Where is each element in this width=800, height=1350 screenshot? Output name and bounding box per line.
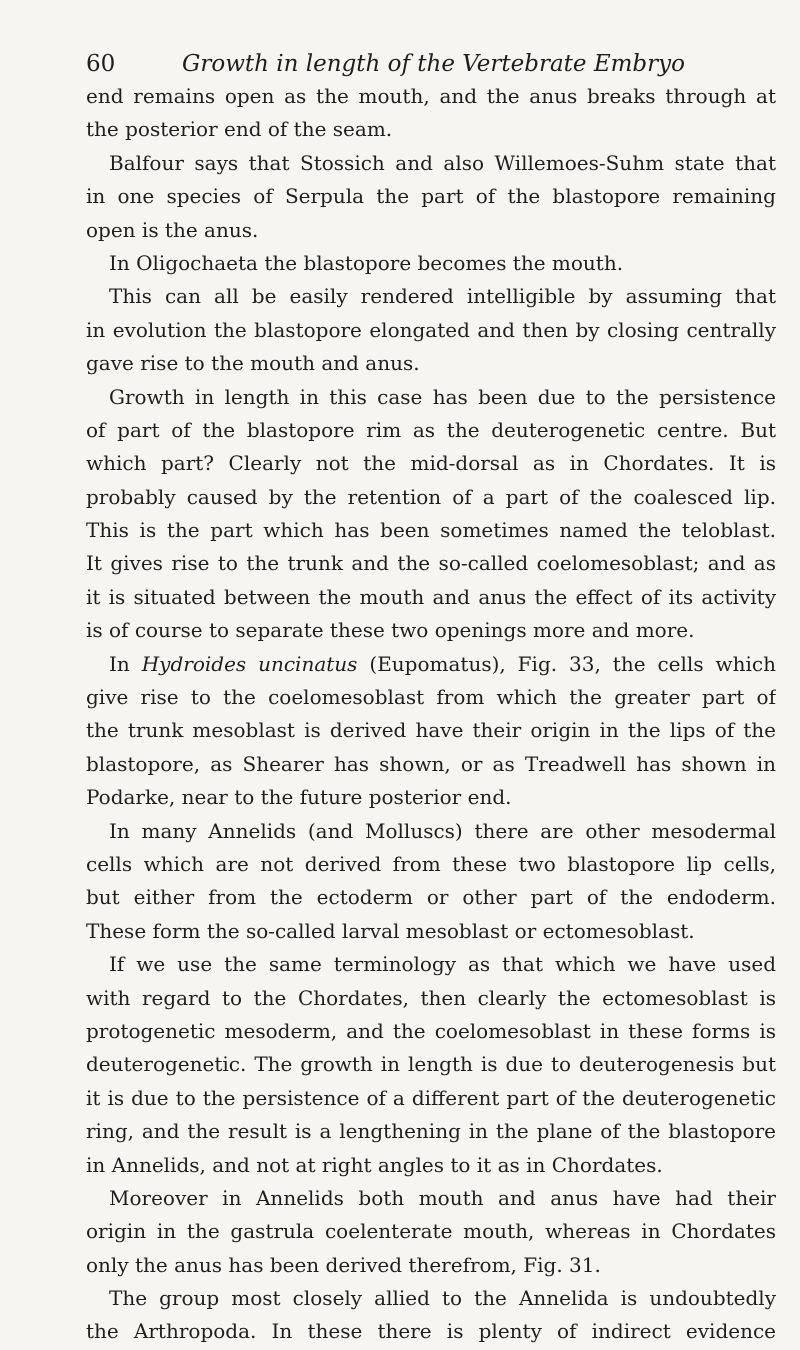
running-title: Growth in length of the Vertebrate Embryo xyxy=(182,51,685,77)
text-line: is of course to separate these two openings more and more. xyxy=(86,618,695,643)
text-line: Moreover in Annelids both mouth and anus have had their xyxy=(109,1185,776,1210)
page-header xyxy=(86,46,776,82)
text-line: end remains open as the mouth, and the anus breaks through at xyxy=(86,84,776,108)
text-line: in evolution the blastopore elongated and then by closing centrally xyxy=(86,317,776,342)
text-line: If we use the same terminology as that which we have used xyxy=(109,952,776,977)
body-text xyxy=(86,80,776,1349)
text-line: In Oligochaeta the blastopore becomes the mouth. xyxy=(109,250,624,275)
text-line: deuterogenetic. The growth in length is due to deuterogenesis but xyxy=(86,1052,776,1077)
text-line: it is situated between the mouth and anus the effect of its activity xyxy=(86,584,776,609)
text-line: blastopore, as Shearer has shown, or as Treadwell has shown in xyxy=(86,751,776,776)
text-line-pre: In xyxy=(109,651,142,676)
text-line: origin in the gastrula coelenterate mouth, whereas in Chordates xyxy=(86,1219,776,1244)
text-line: Podarke, near to the future posterior end. xyxy=(86,785,512,810)
text-line: with regard to the Chordates, then clearly the ectomesoblast is xyxy=(86,985,776,1010)
species-name: Hydroides uncinatus xyxy=(141,651,358,676)
text-line: This can all be easily rendered intelligible by assuming that xyxy=(109,284,776,309)
text-line: only the anus has been derived therefrom, Fig. 31. xyxy=(86,1252,601,1277)
text-line: in one species of Serpula the part of the blastopore remaining xyxy=(86,184,776,209)
text-line: ring, and the result is a lengthening in the plane of the blastopore xyxy=(86,1119,776,1144)
text-line: protogenetic mesoderm, and the coelomesoblast in these forms is xyxy=(86,1018,776,1043)
text-line: it is due to the persistence of a different part of the deuterogenetic xyxy=(86,1085,776,1110)
text-line: which part? Clearly not the mid-dorsal as in Chordates. It is xyxy=(86,451,776,476)
text-line: open is the anus. xyxy=(86,217,259,242)
text-line: give rise to the coelomesoblast from which the greater part of xyxy=(86,685,776,710)
text-line-post: (Eupomatus), Fig. 33, the cells which xyxy=(357,651,776,676)
text-line: This is the part which has been sometimes named the teloblast. xyxy=(86,518,776,543)
text-line: Growth in length in this case has been due to the persistence xyxy=(109,384,776,409)
text-line: In many Annelids (and Molluscs) there are other mesodermal xyxy=(109,818,776,843)
text-line: but either from the ectoderm or other part of the endoderm. xyxy=(86,885,776,910)
text-line: the Arthropoda. In these there is plenty of indirect evidence xyxy=(86,1319,776,1344)
text-line: in Annelids, and not at right angles to it as in Chordates. xyxy=(86,1152,663,1177)
text-line: cells which are not derived from these two blastopore lip cells, xyxy=(86,851,776,876)
text-line: Balfour says that Stossich and also Willemoes-Suhm state that xyxy=(109,150,776,175)
text-line: probably caused by the retention of a part of the coalesced lip. xyxy=(86,484,776,509)
text-line xyxy=(86,648,776,681)
page-number: 60 xyxy=(86,51,116,77)
text-line: the trunk mesoblast is derived have their origin in the lips of the xyxy=(86,718,776,743)
text-line: The group most closely allied to the Annelida is undoubtedly xyxy=(109,1286,776,1311)
text-line: of part of the blastopore rim as the deuterogenetic centre. But xyxy=(86,417,776,442)
text-line: It gives rise to the trunk and the so-called coelomesoblast; and as xyxy=(86,551,776,576)
text-line: These form the so-called larval mesoblast or ectomesoblast. xyxy=(86,918,695,943)
text-line: the posterior end of the seam. xyxy=(86,117,393,142)
text-line: gave rise to the mouth and anus. xyxy=(86,351,420,376)
